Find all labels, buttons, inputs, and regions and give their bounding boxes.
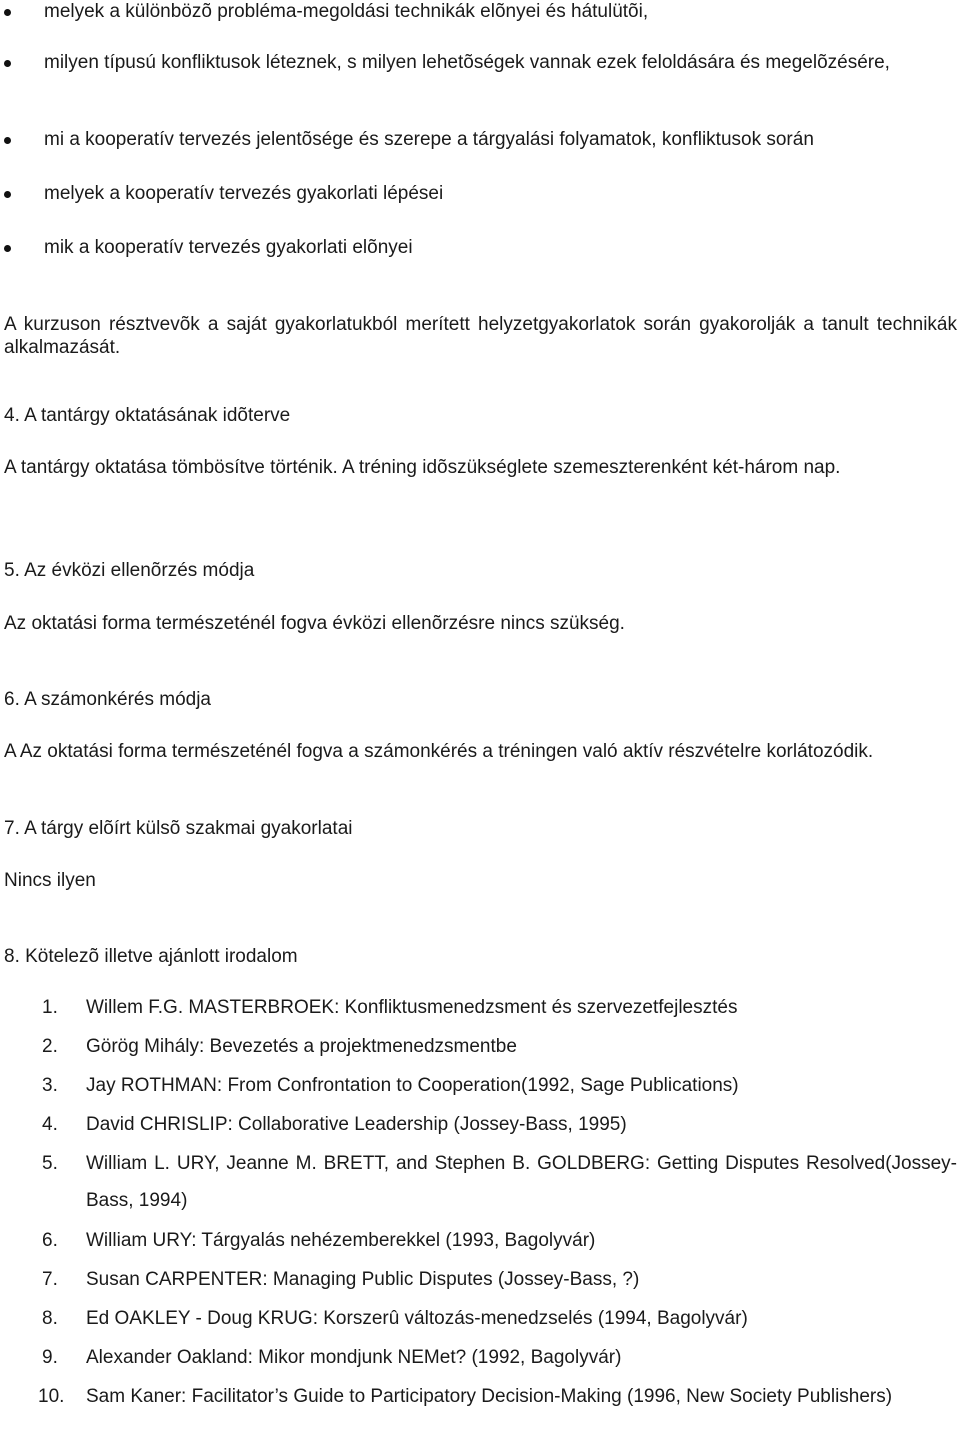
bullet-icon	[4, 60, 11, 67]
reference-number: 7.	[42, 1269, 58, 1290]
reference-number: 9.	[42, 1347, 58, 1368]
reference-text: William L. URY, Jeanne M. BRETT, and Stephen B. GOLDBERG: Getting Disputes Resolved(Jossey-Bass, 1994)	[86, 1153, 957, 1211]
reference-item	[0, 1028, 957, 1066]
bullet-icon	[4, 191, 11, 198]
section-body: Az oktatási forma természeténél fogva évközi ellenõrzésre nincs szükség.	[4, 613, 625, 634]
reference-item	[0, 1378, 957, 1415]
reference-number: 3.	[42, 1075, 58, 1096]
reference-text: William URY: Tárgyalás nehézemberekkel (1993, Bagolyvár)	[86, 1230, 596, 1251]
reference-text: David CHRISLIP: Collaborative Leadership (Jossey-Bass, 1995)	[86, 1114, 627, 1135]
bullet-icon	[4, 245, 11, 252]
bullet-text: melyek a kooperatív tervezés gyakorlati lépései	[44, 183, 444, 204]
reference-item	[0, 1106, 957, 1144]
bullet-icon	[4, 137, 11, 144]
reference-text: Willem F.G. MASTERBROEK: Konfliktusmenedzsment és szervezetfejlesztés	[86, 997, 738, 1018]
list-item	[0, 51, 957, 75]
section-heading: 4. A tantárgy oktatásának idõterve	[4, 405, 291, 426]
bullet-text: mik a kooperatív tervezés gyakorlati elõnyei	[44, 237, 413, 258]
reference-item	[0, 1261, 957, 1299]
list-item	[0, 0, 957, 24]
reference-number: 2.	[42, 1036, 58, 1057]
section-heading: 6. A számonkérés módja	[4, 689, 211, 710]
section-heading: 8. Kötelezõ illetve ajánlott irodalom	[4, 946, 298, 967]
list-item	[0, 128, 957, 152]
section-body: Nincs ilyen	[4, 870, 96, 891]
reference-text: Ed OAKLEY - Doug KRUG: Korszerû változás-menedzselés (1994, Bagolyvár)	[86, 1308, 748, 1329]
reference-item	[0, 1067, 957, 1105]
reference-number: 8.	[42, 1308, 58, 1329]
intro-paragraph: A kurzuson résztvevõk a saját gyakorlatukból merített helyzetgyakorlatok során gyakorolják a tanult technikák alkalmazását.	[4, 314, 957, 358]
bullet-text: mi a kooperatív tervezés jelentõsége és szerepe a tárgyalási folyamatok, konfliktusok során	[44, 129, 814, 150]
reference-text: Sam Kaner: Facilitator’s Guide to Participatory Decision-Making (1996, New Society Publishers)	[86, 1386, 893, 1407]
list-item	[0, 236, 957, 260]
reference-item	[0, 1300, 957, 1338]
reference-item	[0, 1145, 957, 1219]
reference-text: Jay ROTHMAN: From Confrontation to Cooperation(1992, Sage Publications)	[86, 1075, 739, 1096]
reference-number: 6.	[42, 1230, 58, 1251]
section-heading: 5. Az évközi ellenõrzés módja	[4, 560, 255, 581]
reference-number: 4.	[42, 1114, 58, 1135]
bullet-text: melyek a különbözõ probléma-megoldási technikák elõnyei és hátulütõi,	[44, 1, 649, 22]
section-body: A tantárgy oktatása tömbösítve történik. A tréning idõszükséglete szemeszterenként két-három nap.	[4, 457, 841, 478]
list-item	[0, 182, 957, 206]
reference-item	[0, 1222, 957, 1260]
reference-number: 1.	[42, 997, 58, 1018]
bullet-text: milyen típusú konfliktusok léteznek, s milyen lehetõségek vannak ezek feloldására és megelõzésére,	[44, 52, 890, 73]
reference-number: 10.	[38, 1386, 65, 1407]
reference-item	[0, 989, 957, 1027]
reference-text: Görög Mihály: Bevezetés a projektmenedzsmentbe	[86, 1036, 517, 1057]
reference-text: Alexander Oakland: Mikor mondjunk NEMet? (1992, Bagolyvár)	[86, 1347, 622, 1368]
bullet-icon	[4, 9, 11, 16]
reference-text: Susan CARPENTER: Managing Public Disputes (Jossey-Bass, ?)	[86, 1269, 640, 1290]
reference-item	[0, 1339, 957, 1377]
section-body: A Az oktatási forma természeténél fogva a számonkérés a tréningen való aktív részvételre korlátozódik.	[4, 741, 874, 762]
section-heading: 7. A tárgy elõírt külsõ szakmai gyakorlatai	[4, 818, 353, 839]
reference-number: 5.	[42, 1153, 58, 1174]
